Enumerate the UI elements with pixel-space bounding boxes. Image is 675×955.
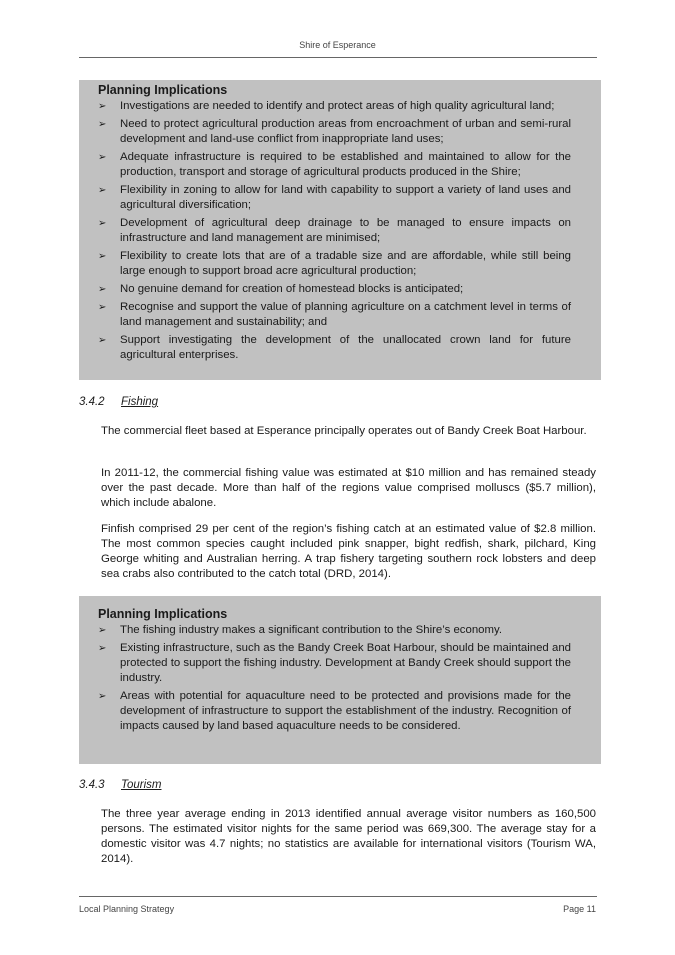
list-item: ➢ Investigations are needed to identify and protect areas of high quality agricultural land;	[98, 100, 555, 112]
footer-page-number: Page 11	[563, 904, 596, 914]
arrow-bullet-icon: ➢	[98, 691, 107, 702]
section-number: 3.4.3	[79, 779, 105, 791]
arrow-bullet-icon: ➢	[98, 284, 107, 295]
arrow-bullet-icon: ➢	[98, 218, 107, 229]
arrow-bullet-icon: ➢	[98, 643, 107, 654]
footer-document-title: Local Planning Strategy	[79, 904, 175, 914]
list-item: ➢ Flexibility in zoning to allow for land with capability to support a variety of land uses and agricultural diversification;	[98, 184, 571, 211]
arrow-bullet-icon: ➢	[98, 251, 107, 262]
list-item: ➢ Existing infrastructure, such as the Bandy Creek Boat Harbour, should be maintained and protected to support the fishing industry. Development at Bandy Creek should support the industry.	[98, 642, 571, 684]
bullet-list	[98, 623, 571, 734]
section-number: 3.4.2	[79, 396, 105, 408]
paragraph: The three year average ending in 2013 identified annual average visitor numbers as 160,500 persons. The estimated visitor nights for the same period was 669,300. The average stay for a domestic visitor was 4.7 nights; no statistics are available for international visitors (Tourism WA, 2014).	[101, 808, 596, 865]
box-title: Planning Implications	[98, 83, 228, 97]
arrow-bullet-icon: ➢	[98, 152, 107, 163]
list-item: ➢ Support investigating the development of the unallocated crown land for future agricultural enterprises.	[98, 334, 571, 361]
planning-implications-box-fishing	[79, 596, 601, 764]
section-title: Tourism	[121, 779, 162, 791]
footer-divider	[79, 896, 597, 897]
box-title: Planning Implications	[98, 607, 228, 621]
list-item: ➢ Development of agricultural deep drainage to be managed to ensure impacts on infrastructure and land management are minimised;	[98, 217, 571, 244]
section-heading-fishing	[79, 396, 158, 408]
list-item: ➢ The fishing industry makes a significant contribution to the Shire’s economy.	[98, 624, 502, 636]
section-title: Fishing	[121, 396, 159, 408]
paragraph: The commercial fleet based at Esperance principally operates out of Bandy Creek Boat Harbour.	[101, 425, 587, 437]
paragraph: Finfish comprised 29 per cent of the region’s fishing catch at an estimated value of $2.8 million. The most common species caught included pink snapper, bight redfish, shark, pilchard, King George whiting and Australian herring. A trap fishery targeting southern rock lobsters and deep sea crabs also contributed to the catch total (DRD, 2014).	[101, 523, 596, 580]
paragraph: In 2011-12, the commercial fishing value was estimated at $10 million and has remained steady over the past decade. More than half of the regions value comprised molluscs ($5.7 million), which include abalone.	[101, 467, 596, 509]
list-item: ➢ Adequate infrastructure is required to be established and maintained to allow for the production, transport and storage of agricultural products produced in the Shire;	[98, 151, 571, 178]
arrow-bullet-icon: ➢	[98, 625, 107, 636]
list-item: ➢ Recognise and support the value of planning agriculture on a catchment level in terms of land management and sustainability; and	[98, 301, 571, 328]
arrow-bullet-icon: ➢	[98, 185, 107, 196]
list-item: ➢ No genuine demand for creation of homestead blocks is anticipated;	[98, 283, 464, 295]
section-heading-tourism	[79, 779, 161, 791]
list-item: ➢ Need to protect agricultural production areas from encroachment of urban and semi-rural development and land-use conflict from inappropriate land uses;	[98, 118, 571, 145]
arrow-bullet-icon: ➢	[98, 101, 107, 112]
arrow-bullet-icon: ➢	[98, 302, 107, 313]
list-item: ➢ Flexibility to create lots that are of a tradable size and are affordable, while still being large enough to support broad acre agricultural production;	[98, 250, 571, 277]
bullet-list	[98, 99, 571, 363]
header-divider	[79, 57, 597, 58]
list-item: ➢ Areas with potential for aquaculture need to be protected and provisions made for the development of infrastructure to support the establishment of the industry. Recognition of impacts caused by land based aquaculture needs to be considered.	[98, 690, 571, 732]
planning-implications-box-agriculture	[79, 80, 601, 380]
page-header-title: Shire of Esperance	[299, 40, 376, 50]
arrow-bullet-icon: ➢	[98, 119, 107, 130]
arrow-bullet-icon: ➢	[98, 335, 107, 346]
